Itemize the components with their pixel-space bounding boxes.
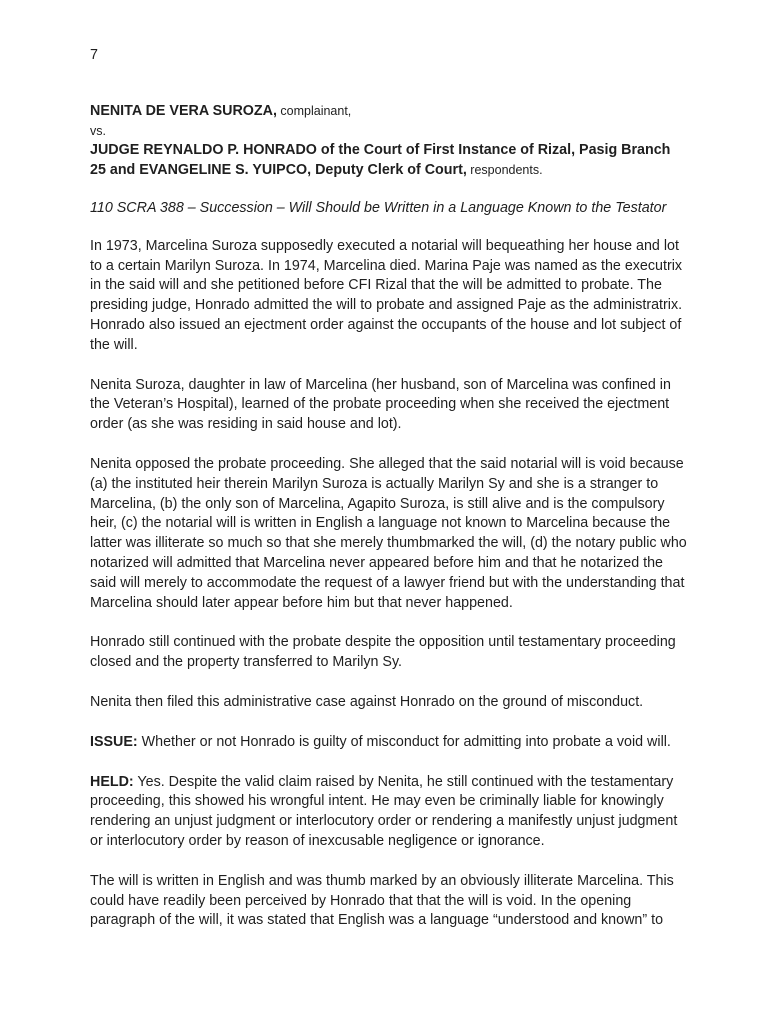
document-page xyxy=(90,46,690,951)
versus-label: vs. xyxy=(90,123,106,138)
issue-paragraph xyxy=(90,733,690,753)
page-number: 7 xyxy=(90,47,98,63)
complainant-name: NENITA DE VERA SUROZA, xyxy=(90,102,277,119)
case-parties xyxy=(90,102,690,181)
complainant-role: complainant, xyxy=(276,103,352,118)
facts-paragraph-3: Nenita opposed the probate proceeding. She alleged that the said notarial will is void because (a) the instituted heir therein Marilyn Suroza is actually Marilyn Sy and she is a stranger to Marcelina, (b) the only son of Marcelina, Agapito Suroza, is still alive and is the compulsory heir, (c) the notarial will is written in English a language not known to Marcelina because the latter was illiterate so much so that she merely thumbmarked the will, (d) the notary public who notarized will admitted that Marcelina never appeared before him and that he notarized the said will merely to accommodate the request of a lawyer friend but with the understanding that Marcelina should later appear before him but that never happened. xyxy=(90,455,687,611)
facts-paragraph-4: Honrado still continued with the probate despite the opposition until testamentary proceeding closed and the property transferred to Marilyn Sy. xyxy=(90,634,676,671)
held-paragraph xyxy=(90,773,690,852)
facts-paragraph-2: Nenita Suroza, daughter in law of Marcelina (her husband, son of Marcelina was confined in the Veteran’s Hospital), learned of the probate proceeding when she received the ejectment order (as she was residing in said house and lot). xyxy=(90,376,671,433)
respondents-line xyxy=(90,141,690,181)
issue-text: Whether or not Honrado is guilty of misconduct for admitting into probate a void will. xyxy=(137,733,671,750)
held-text: Yes. Despite the valid claim raised by Nenita, he still continued with the testamentary proceeding, this showed his wrongful intent. He may even be criminally liable for knowingly rendering an unjust judgment or interlocutory order or rendering a manifestly unjust judgment or interlocutory order by reason of inexcusable negligence or ignorance. xyxy=(90,773,678,849)
final-paragraph: The will is written in English and was thumb marked by an obviously illiterate Marcelina. This could have readily been perceived by Honrado that that the will is void. In the opening paragraph of the will, it was stated that English was a language “understood and known” to xyxy=(90,872,674,929)
complainant-line xyxy=(90,102,690,122)
held-label: HELD: xyxy=(90,773,134,790)
issue-label: ISSUE: xyxy=(90,733,138,750)
facts-paragraph-1: In 1973, Marcelina Suroza supposedly executed a notarial will bequeathing her house and lot to a certain Marilyn Suroza. In 1974, Marcelina died. Marina Paje was named as the executrix in the said will and she petitioned before CFI Rizal that the will be admitted to probate. The presiding judge, Honrado admitted the will to probate and assigned Paje as the administratrix. Honrado also issued an ejectment order against the occupants of the house and lot subject of the will. xyxy=(90,237,683,353)
case-citation: 110 SCRA 388 – Succession – Will Should be Written in a Language Known to the Testator xyxy=(90,199,667,216)
respondents-names: JUDGE REYNALDO P. HONRADO of the Court of First Instance of Rizal, Pasig Branch 25 and EVANGELINE S. YUIPCO, Deputy Clerk of Court, xyxy=(90,142,671,179)
respondents-role: respondents. xyxy=(466,163,543,178)
facts-paragraph-5: Nenita then filed this administrative case against Honrado on the ground of misconduct. xyxy=(90,693,644,710)
